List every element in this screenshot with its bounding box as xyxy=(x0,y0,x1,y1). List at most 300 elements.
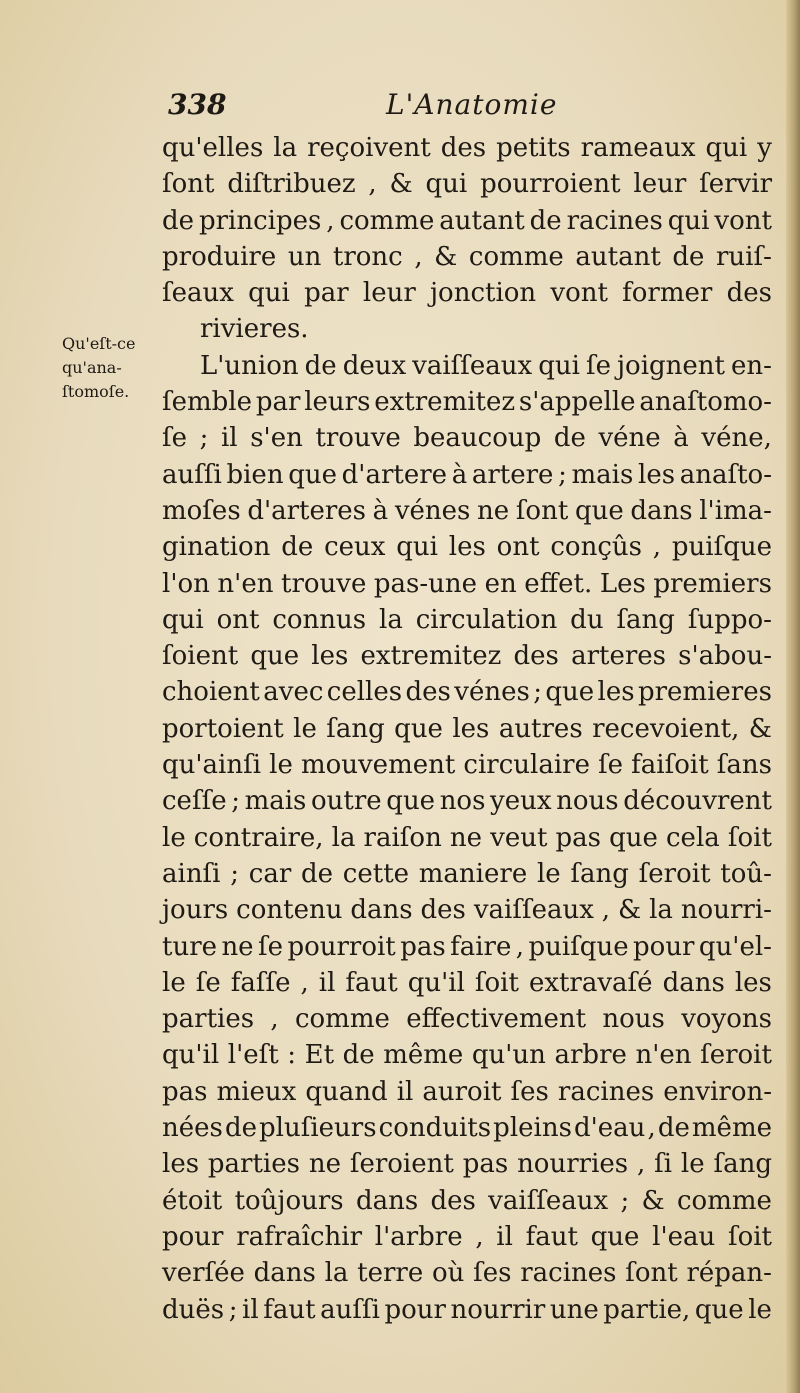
word: les xyxy=(452,713,490,744)
word: les xyxy=(734,967,772,998)
word: ; xyxy=(533,677,542,708)
word: ſeroit xyxy=(700,1040,772,1071)
word: ſe xyxy=(598,750,624,781)
word: le xyxy=(536,858,561,889)
word: mais xyxy=(244,786,307,817)
word: ne xyxy=(221,931,254,962)
word: de xyxy=(304,350,337,381)
word: des xyxy=(405,677,451,708)
word: , xyxy=(414,241,423,272)
word: de xyxy=(301,858,334,889)
text-line xyxy=(162,130,772,166)
word: effet. xyxy=(524,568,593,599)
margin-note-line: ſtomoſe. xyxy=(62,382,130,401)
word: dans xyxy=(355,1185,419,1216)
word: de xyxy=(281,532,314,563)
word: étoit xyxy=(162,1185,223,1216)
word: véne, xyxy=(701,423,772,454)
word: ſang xyxy=(570,858,629,889)
word: qu'el- xyxy=(698,931,772,962)
word: raiſon xyxy=(363,822,442,853)
word: comme xyxy=(677,1185,772,1216)
word: qui xyxy=(162,604,204,635)
word: que xyxy=(386,786,436,817)
word: pluſieurs xyxy=(259,1113,377,1144)
word: L'union xyxy=(200,350,299,381)
word: une xyxy=(549,1294,599,1325)
word: conçûs xyxy=(550,532,642,563)
word: , xyxy=(652,532,662,563)
word: l'arbre xyxy=(374,1221,463,1252)
word: bien xyxy=(226,459,284,490)
word: ſoit xyxy=(727,1221,772,1252)
word: il xyxy=(496,1221,513,1252)
word: ſeroit xyxy=(638,858,711,889)
word: l'ima- xyxy=(699,495,772,526)
word: pourroient xyxy=(480,169,621,200)
word: les xyxy=(311,641,349,672)
word: pas-une xyxy=(373,568,478,599)
word: l'on xyxy=(162,568,210,599)
word: vont xyxy=(714,205,772,236)
word: il xyxy=(396,1076,414,1107)
word: anaſtomo- xyxy=(639,387,772,418)
word: de xyxy=(657,1113,690,1144)
word: ſang xyxy=(616,604,675,635)
word: le xyxy=(269,750,293,781)
word: ; xyxy=(620,1185,630,1216)
text-line xyxy=(162,929,772,965)
word: ſang xyxy=(326,713,385,744)
word: nourrir xyxy=(450,1294,546,1325)
word: ; xyxy=(558,459,567,490)
word: de xyxy=(553,423,586,454)
word: premieres xyxy=(637,677,772,708)
word: ſi xyxy=(654,1149,673,1180)
word: deux xyxy=(342,350,407,381)
word: pour xyxy=(633,931,695,962)
word: de xyxy=(162,205,195,236)
word: trouve xyxy=(281,568,367,599)
word: s'abou- xyxy=(678,641,772,672)
text-line xyxy=(162,420,772,456)
text-line xyxy=(162,457,772,493)
word: environ- xyxy=(663,1076,772,1107)
word: ſe xyxy=(258,931,284,962)
word: l'eſt xyxy=(227,1040,279,1071)
word: ne xyxy=(308,1149,341,1180)
word: parties xyxy=(162,1004,255,1035)
word: nous xyxy=(556,786,619,817)
word: que xyxy=(394,713,443,744)
word: ruiſ- xyxy=(715,241,772,272)
word: nous xyxy=(602,1004,665,1035)
word: ſans xyxy=(716,750,772,781)
word: mieux xyxy=(216,1076,297,1107)
word: toû- xyxy=(720,858,772,889)
word: verſée xyxy=(162,1258,245,1289)
word: ; xyxy=(230,858,240,889)
word: dans xyxy=(630,495,693,526)
word: le xyxy=(162,967,186,998)
word: du xyxy=(570,604,604,635)
word: ſoit xyxy=(474,967,519,998)
text-line xyxy=(162,674,772,710)
word: les xyxy=(448,532,486,563)
word: qu'il xyxy=(162,1040,220,1071)
word: l'eau xyxy=(652,1221,716,1252)
word: leurs xyxy=(304,387,371,418)
word: dans xyxy=(662,967,725,998)
word: extremitez xyxy=(374,387,516,418)
word: leur xyxy=(362,278,416,309)
word: qui xyxy=(425,169,468,200)
word: pour xyxy=(162,1221,224,1252)
word: ſe xyxy=(162,423,188,454)
word: que xyxy=(545,677,595,708)
word: faut xyxy=(345,967,398,998)
word: d'eau xyxy=(573,1113,646,1144)
word: que xyxy=(250,641,300,672)
word: extravaſé xyxy=(528,967,653,998)
word: ont xyxy=(216,604,260,635)
word: , xyxy=(647,1113,656,1144)
word: répan- xyxy=(686,1258,772,1289)
word: même xyxy=(383,1040,464,1071)
text-line xyxy=(162,965,772,1001)
text-line xyxy=(162,638,772,674)
word: vénes xyxy=(454,677,530,708)
word: autant xyxy=(575,241,661,272)
word: qu'ainſi xyxy=(162,750,262,781)
word: faiſoit xyxy=(631,750,709,781)
word: que xyxy=(694,1294,744,1325)
word: & xyxy=(389,169,413,200)
word: principes xyxy=(198,205,322,236)
text-line xyxy=(162,1219,772,1255)
word: puiſque xyxy=(528,931,629,962)
word: choient xyxy=(162,677,260,708)
word: ſont xyxy=(162,169,215,200)
word: ſes xyxy=(473,1258,512,1289)
word: des xyxy=(420,895,466,926)
word: pas xyxy=(555,822,602,853)
word: leur xyxy=(633,169,687,200)
word: pas xyxy=(462,1149,509,1180)
text-line xyxy=(162,1292,772,1328)
word: même xyxy=(691,1113,772,1144)
word: véne xyxy=(598,423,661,454)
word: qui xyxy=(538,350,580,381)
word: racines xyxy=(566,205,663,236)
word: anaſto- xyxy=(679,459,772,490)
word: terre xyxy=(357,1258,424,1289)
running-title: L'Anatomie xyxy=(386,88,558,121)
word: auroit xyxy=(422,1076,502,1107)
word: ture xyxy=(162,931,218,962)
paragraph-start xyxy=(162,348,772,384)
word: contenu xyxy=(236,895,343,926)
word: extremitez xyxy=(360,641,502,672)
word: des xyxy=(513,641,559,672)
word: à xyxy=(451,459,468,490)
word: , xyxy=(300,967,309,998)
word: les xyxy=(597,677,635,708)
word: gination xyxy=(162,532,271,563)
word: cette xyxy=(342,858,410,889)
word: , xyxy=(326,205,335,236)
word: vaiſſeaux xyxy=(473,895,594,926)
word: que xyxy=(288,459,337,490)
word: qu'un xyxy=(471,1040,546,1071)
word: , xyxy=(475,1221,484,1252)
word: artere xyxy=(471,459,554,490)
word: par xyxy=(304,278,349,309)
word: & xyxy=(617,895,642,926)
word: toûjours xyxy=(234,1185,344,1216)
word: d'arteres xyxy=(247,495,367,526)
word: reçoivent xyxy=(307,133,431,163)
text-line xyxy=(162,1183,772,1219)
word: tronc xyxy=(332,241,403,272)
word: , xyxy=(515,931,525,962)
text-line xyxy=(162,1001,772,1037)
word: découvrent xyxy=(623,786,772,817)
word: à xyxy=(372,495,389,526)
word: vaiſſeaux xyxy=(412,350,533,381)
word: recevoient, xyxy=(592,713,740,744)
word: duës xyxy=(162,1294,225,1325)
word: pas xyxy=(400,931,446,962)
page-header xyxy=(168,88,768,128)
word: comme xyxy=(468,241,564,272)
word: jonction xyxy=(429,278,537,309)
word: de xyxy=(342,1040,375,1071)
word: ainſi xyxy=(162,858,221,889)
word: le xyxy=(748,1294,772,1325)
margin-note xyxy=(62,332,162,404)
word: rafraîchir xyxy=(236,1221,363,1252)
word: qu'elles xyxy=(162,133,264,163)
word: la xyxy=(379,604,403,635)
word: ſe xyxy=(585,350,611,381)
word: la xyxy=(324,1258,349,1289)
word: ne xyxy=(449,822,483,853)
word: , xyxy=(601,895,611,926)
word: auſſi xyxy=(162,459,222,490)
word: nourri- xyxy=(680,895,772,926)
body-text xyxy=(162,130,772,1328)
word: de xyxy=(672,241,705,272)
text-line xyxy=(162,1255,772,1291)
word: faut xyxy=(263,1294,316,1325)
word: s'appelle xyxy=(518,387,636,418)
word: : xyxy=(287,1040,297,1071)
text-line xyxy=(162,1110,772,1146)
word: circulaire xyxy=(463,750,590,781)
word: & xyxy=(434,241,458,272)
word: & xyxy=(748,713,772,744)
word: autres xyxy=(498,713,583,744)
word: d'artere xyxy=(341,459,448,490)
word: auſſi xyxy=(320,1294,380,1325)
word: le xyxy=(162,822,186,853)
word: ſemble xyxy=(162,387,253,418)
word: faſſe xyxy=(230,967,291,998)
word: qui xyxy=(396,532,438,563)
word: en xyxy=(484,568,517,599)
text-line xyxy=(162,602,772,638)
word: ; xyxy=(231,786,240,817)
word: mouvement xyxy=(300,750,456,781)
word: circulation xyxy=(415,604,558,635)
word: celles xyxy=(326,677,403,708)
word: ſoit xyxy=(727,822,772,853)
word: effectivement xyxy=(406,1004,587,1035)
text-line xyxy=(162,203,772,239)
word: ſang xyxy=(713,1149,772,1180)
page-number: 338 xyxy=(168,88,227,121)
word: ; xyxy=(228,1294,238,1325)
word: ſervir xyxy=(699,169,772,200)
word: ceſſe xyxy=(162,786,227,817)
text-line xyxy=(162,384,772,420)
word: connus xyxy=(272,604,367,635)
word: vénes xyxy=(394,495,471,526)
word: jours xyxy=(162,895,229,926)
word: voyons xyxy=(681,1004,772,1035)
word: vaiſſeaux xyxy=(488,1185,609,1216)
text-line xyxy=(162,566,772,602)
text-line xyxy=(162,820,772,856)
word: un xyxy=(287,241,322,272)
word: comme xyxy=(294,1004,390,1035)
word: moſes xyxy=(162,495,241,526)
word: contraire, xyxy=(193,822,324,853)
word: dans xyxy=(253,1258,316,1289)
word: pleins xyxy=(493,1113,572,1144)
word: n'en xyxy=(635,1040,692,1071)
word: ceux xyxy=(324,532,386,563)
word: ſuppo- xyxy=(687,604,772,635)
word: ; xyxy=(199,423,209,454)
word: racines xyxy=(557,1076,655,1107)
text-line xyxy=(162,1146,772,1182)
word: que xyxy=(609,822,658,853)
word: faire xyxy=(450,931,512,962)
word: il xyxy=(318,967,336,998)
word: y xyxy=(757,133,772,163)
word: ſeroient xyxy=(349,1149,454,1180)
word: des xyxy=(430,1185,476,1216)
word: de xyxy=(529,205,562,236)
word: beaucoup xyxy=(413,423,542,454)
word: ſe xyxy=(195,967,221,998)
text-line xyxy=(162,711,772,747)
word: pas xyxy=(162,1076,208,1107)
text-line xyxy=(162,275,772,311)
word: car xyxy=(248,858,292,889)
word: former xyxy=(622,278,713,309)
word: diſtribuez xyxy=(227,169,356,200)
word: puiſque xyxy=(671,532,772,563)
word: en- xyxy=(731,350,772,381)
word: petits xyxy=(496,133,571,163)
word: le xyxy=(680,1149,705,1180)
word: cela xyxy=(666,822,720,853)
word: ne xyxy=(477,495,510,526)
text-line xyxy=(162,239,772,275)
word: ont xyxy=(496,532,540,563)
word: arteres xyxy=(571,641,666,672)
word: joignent xyxy=(616,350,725,381)
word: que xyxy=(574,495,624,526)
word: rameaux xyxy=(580,133,696,163)
word: , xyxy=(270,1004,279,1035)
word: Et xyxy=(304,1040,335,1071)
word: le xyxy=(293,713,317,744)
word: autant xyxy=(439,205,525,236)
word: de xyxy=(224,1113,257,1144)
word: yeux xyxy=(490,786,552,817)
word: quand xyxy=(305,1076,388,1107)
word: la xyxy=(273,133,298,163)
word: vont xyxy=(550,278,608,309)
word: que xyxy=(590,1221,640,1252)
text-line xyxy=(162,856,772,892)
text-line xyxy=(162,747,772,783)
word: ſoient xyxy=(162,641,239,672)
word: partie, xyxy=(603,1294,691,1325)
word: produire xyxy=(162,241,277,272)
word: conduits xyxy=(378,1113,492,1144)
margin-note-line: Qu'eſt-ce xyxy=(62,334,136,353)
word: veut xyxy=(490,822,548,853)
word: il xyxy=(220,423,238,454)
word: parties xyxy=(207,1149,300,1180)
text-line xyxy=(162,529,772,565)
text-line xyxy=(162,1074,772,1110)
text-line: rivieres. xyxy=(200,314,309,345)
word: ſes xyxy=(510,1076,549,1107)
word: maniere xyxy=(418,858,528,889)
word: qu'il xyxy=(407,967,465,998)
word: & xyxy=(641,1185,665,1216)
text-line xyxy=(162,783,772,819)
word: outre xyxy=(311,786,382,817)
word: trouve xyxy=(315,423,401,454)
word: nourries xyxy=(517,1149,629,1180)
word: qui xyxy=(705,133,748,163)
word: mais xyxy=(571,459,634,490)
word: dans xyxy=(350,895,413,926)
word: ſont xyxy=(515,495,569,526)
text-line xyxy=(162,1037,772,1073)
word: Les xyxy=(599,568,646,599)
word: nées xyxy=(162,1113,223,1144)
text-line xyxy=(162,493,772,529)
word: premiers xyxy=(653,568,772,599)
word: la xyxy=(649,895,673,926)
margin-note-line: qu'ana- xyxy=(62,358,122,377)
word: les xyxy=(162,1149,200,1180)
word: des xyxy=(726,278,772,309)
word: ſeaux xyxy=(162,278,234,309)
word: il xyxy=(242,1294,259,1325)
word: faut xyxy=(525,1221,578,1252)
word: à xyxy=(673,423,689,454)
word: , xyxy=(636,1149,646,1180)
